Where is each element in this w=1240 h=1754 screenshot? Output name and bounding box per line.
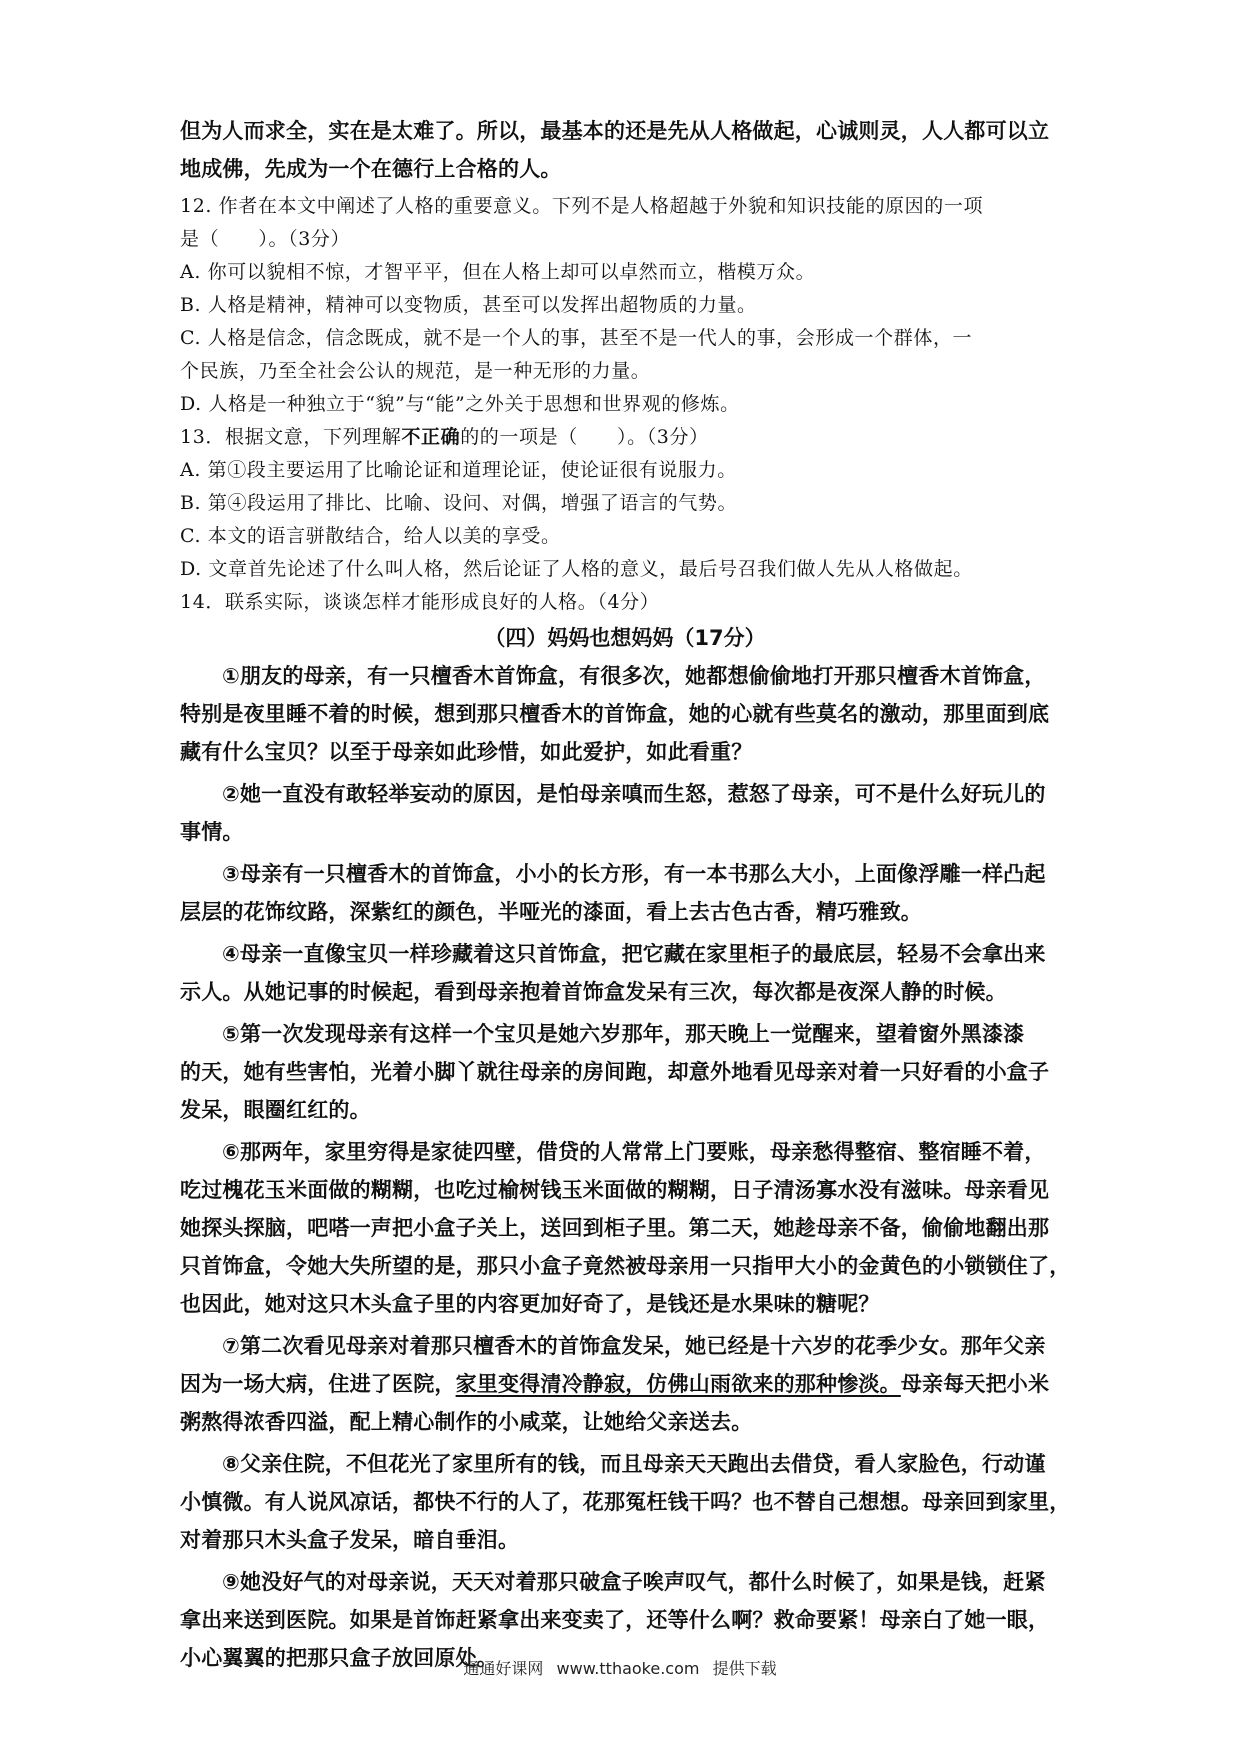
paragraph-7: [180, 1327, 1070, 1441]
paragraph-line: 她探头探脑，吧嗒一声把小盒子关上，送回到柜子里。第二天，她趁母亲不备，偷偷地翻出那: [180, 1216, 1050, 1240]
paragraph-line: 只首饰盒，令她大失所望的是，那只小盒子竟然被母亲用一只指甲大小的金黄色的小锁锁住了，: [180, 1254, 1071, 1278]
document-page: [180, 112, 1070, 1681]
paragraph-line: 也因此，她对这只木头盒子里的内容更加好奇了，是钱还是水果味的糖呢？: [180, 1292, 880, 1316]
option-b: B. 人格是精神，精神可以变物质，甚至可以发挥出超物质的力量。: [180, 294, 757, 316]
paragraph-line: 藏有什么宝贝？以至于母亲如此珍惜，如此爱护，如此看重？: [180, 740, 753, 764]
option-b: B. 第④段运用了排比、比喻、设问、对偶，增强了语言的气势。: [180, 492, 738, 514]
paragraph-line: 层层的花饰纹路，深紫红的颜色，半哑光的漆面，看上去古色古香，精巧雅致。: [180, 900, 922, 924]
paragraph-5: [180, 1015, 1070, 1129]
option-a: A. 第①段主要运用了比喻论证和道理论证，使论证很有说服力。: [180, 459, 737, 481]
question-12: [180, 190, 1070, 421]
intro-line: 但为人而求全，实在是太难了。所以，最基本的还是先从人格做起，心诚则灵，人人都可以立: [180, 119, 1050, 143]
page-footer: [0, 1656, 1240, 1679]
paragraph-line: ③母亲有一只檀香木的首饰盒，小小的长方形，有一本书那么大小，上面像浮雕一样凸起: [222, 862, 1046, 886]
article-body: [180, 657, 1070, 1677]
option-d: D. 文章首先论述了什么叫人格，然后论证了人格的意义，最后号召我们做人先从人格做起。: [180, 558, 973, 580]
stem-emphasis: 不正确: [401, 426, 461, 448]
intro-line: 地成佛，先成为一个在德行上合格的人。: [180, 157, 562, 181]
question-stem: 12. 作者在本文中阐述了人格的重要意义。下列不是人格超越于外貌和知识技能的原因的一项: [180, 195, 984, 217]
question-stem: [180, 421, 1070, 454]
intro-text: [180, 112, 1070, 188]
footer-site-name: 通通好课网: [463, 1659, 544, 1678]
paragraph-line: 小慎微。有人说风凉话，都快不行的人了，花那冤枉钱干吗？也不替自己想想。母亲回到家里，: [180, 1490, 1071, 1514]
paragraph-line: 特别是夜里睡不着的时候，想到那只檀香木的首饰盒，她的心就有些莫名的激动，那里面到底: [180, 702, 1050, 726]
paragraph-line: 粥熬得浓香四溢，配上精心制作的小咸菜，让她给父亲送去。: [180, 1410, 753, 1434]
paragraph-line: ②她一直没有敢轻举妄动的原因，是怕母亲嗔而生怒，惹怒了母亲，可不是什么好玩儿的: [222, 782, 1046, 806]
paragraph-line: [180, 1365, 1070, 1403]
paragraph-line: ⑦第二次看见母亲对着那只檀香木的首饰盒发呆，她已经是十六岁的花季少女。那年父亲: [222, 1334, 1046, 1358]
paragraph-8: [180, 1445, 1070, 1559]
paragraph-4: [180, 935, 1070, 1011]
paragraph-line: 拿出来送到医院。如果是首饰赶紧拿出来变卖了，还等什么啊？救命要紧！母亲白了她一眼，: [180, 1608, 1050, 1632]
footer-url[interactable]: www.tthaoke.com: [556, 1659, 700, 1678]
option-d: D. 人格是一种独立于“貌”与“能”之外关于思想和世界观的修炼。: [180, 393, 740, 415]
option-c-cont: 个民族，乃至全社会公认的规范，是一种无形的力量。: [180, 360, 651, 382]
option-c: C. 人格是信念，信念既成，就不是一个人的事，甚至不是一代人的事，会形成一个群体，一: [180, 327, 973, 349]
option-c: C. 本文的语言骈散结合，给人以美的享受。: [180, 525, 561, 547]
line-text: 母亲每天把小米: [900, 1372, 1050, 1396]
footer-note: 提供下载: [712, 1659, 777, 1678]
underlined-sentence: 家里变得清冷静寂，仿佛山雨欲来的那种惨淡。: [455, 1372, 901, 1396]
paragraph-line: ⑤第一次发现母亲有这样一个宝贝是她六岁那年，那天晚上一觉醒来，望着窗外黑漆漆: [222, 1022, 1025, 1046]
option-a: A. 你可以貌相不惊，才智平平，但在人格上却可以卓然而立，楷模万众。: [180, 261, 816, 283]
paragraph-line: ⑨她没好气的对母亲说，天天对着那只破盒子唉声叹气，都什么时候了，如果是钱，赶紧: [222, 1570, 1046, 1594]
paragraph-line: 发呆，眼圈红红的。: [180, 1098, 371, 1122]
paragraph-line: 示人。从她记事的时候起，看到母亲抱着首饰盒发呆有三次，每次都是夜深人静的时候。: [180, 980, 1007, 1004]
paragraph-line: 事情。: [180, 820, 244, 844]
paragraph-2: [180, 775, 1070, 851]
section-title: （四）妈妈也想妈妈（17分）: [484, 626, 766, 650]
stem-text: 的的一项是（ ）。（3分）: [460, 426, 709, 448]
stem-text: 13．根据文意，下列理解: [180, 426, 402, 448]
question-stem: 是（ ）。（3分）: [180, 228, 351, 250]
paragraph-line: 对着那只木头盒子发呆，暗自垂泪。: [180, 1528, 520, 1552]
paragraph-1: [180, 657, 1070, 771]
paragraph-line: 吃过槐花玉米面做的糊糊，也吃过榆树钱玉米面做的糊糊，日子清汤寡水没有滋味。母亲看见: [180, 1178, 1050, 1202]
paragraph-line: 小心翼翼的把那只盒子放回原处。: [180, 1646, 498, 1670]
paragraph-line: ①朋友的母亲，有一只檀香木首饰盒，有很多次，她都想偷偷地打开那只檀香木首饰盒，: [222, 664, 1046, 688]
paragraph-3: [180, 855, 1070, 931]
paragraph-line: ⑧父亲住院，不但花光了家里所有的钱，而且母亲天天跑出去借贷，看人家脸色，行动谨: [222, 1452, 1046, 1476]
paragraph-line: ④母亲一直像宝贝一样珍藏着这只首饰盒，把它藏在家里柜子的最底层，轻易不会拿出来: [222, 942, 1046, 966]
question-13: [180, 421, 1070, 586]
question-14: 14．联系实际，谈谈怎样才能形成良好的人格。（4分）: [180, 591, 660, 613]
paragraph-6: [180, 1133, 1070, 1323]
line-text: 因为一场大病，住进了医院，: [180, 1372, 456, 1396]
paragraph-line: ⑥那两年，家里穷得是家徒四壁，借贷的人常常上门要账，母亲愁得整宿、整宿睡不着，: [222, 1140, 1046, 1164]
paragraph-line: 的天，她有些害怕，光着小脚丫就往母亲的房间跑，却意外地看见母亲对着一只好看的小盒子: [180, 1060, 1050, 1084]
